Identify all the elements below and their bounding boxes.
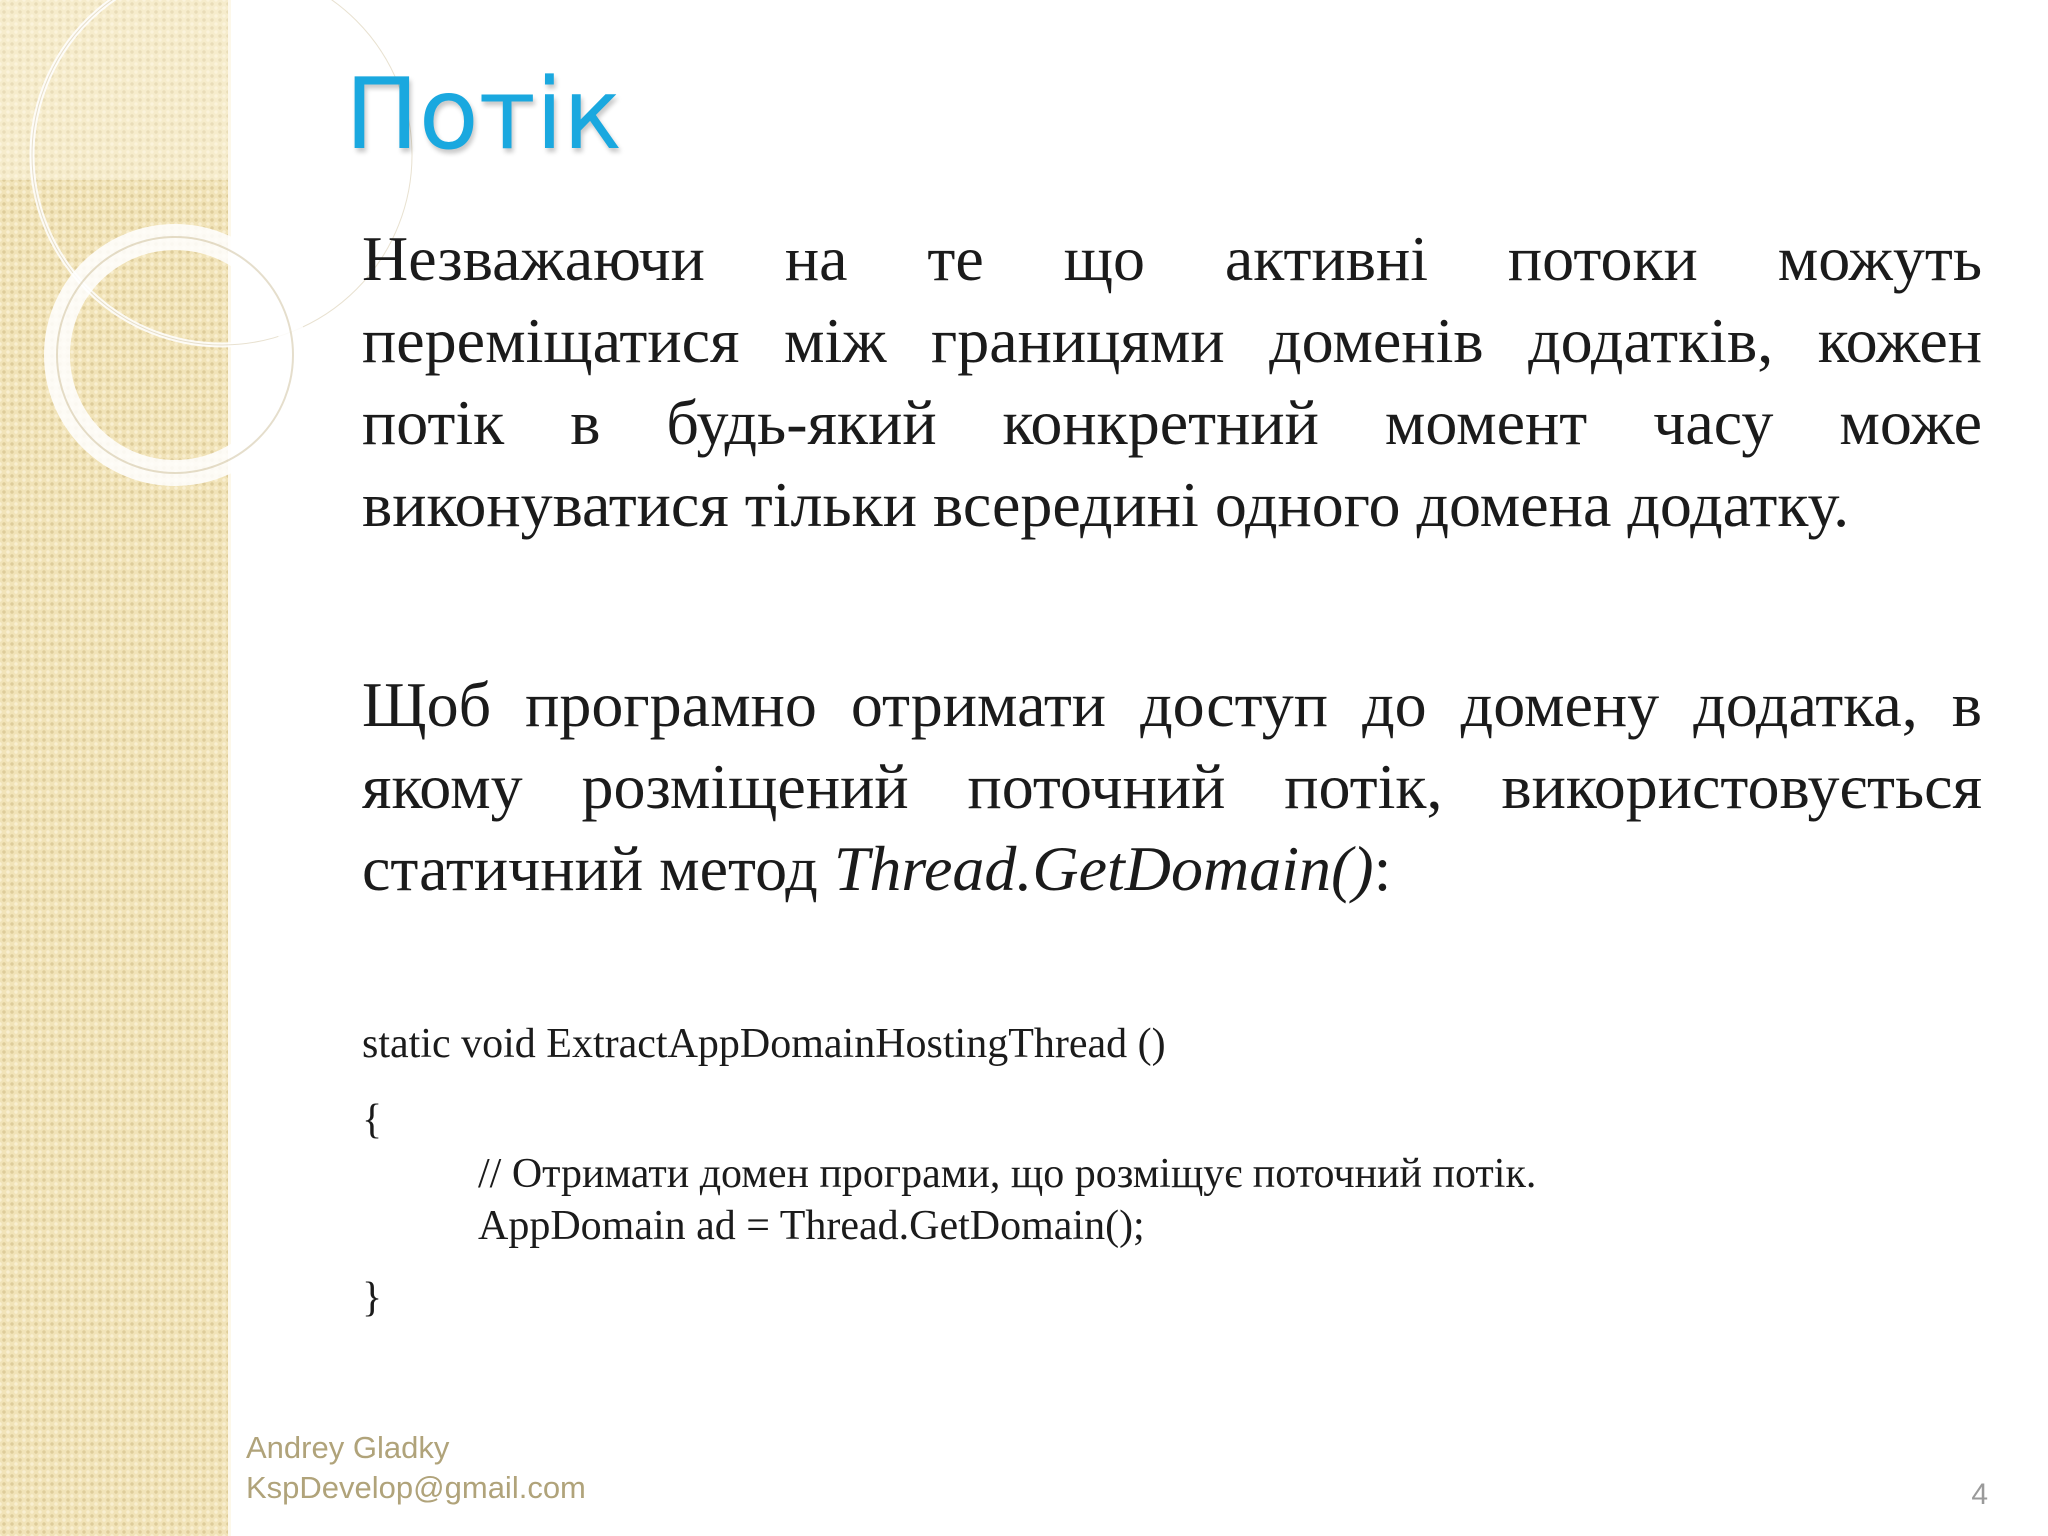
paragraph-get-domain-text: Щоб програмно отримати доступ до домену додатка, в якому розміщений поточний потік, використовується статичний метод	[362, 669, 1982, 904]
paragraph-threads-domains: Незважаючи на те що активні потоки можуть переміщатися між границями доменів додатків, кожен потік в будь-який конкретний момент часу може виконуватися тільки всередині одного домена додатку.	[362, 223, 1982, 540]
method-name: Thread.GetDomain()	[833, 833, 1374, 904]
code-line-comment: // Отримати домен програми, що розміщує поточний потік.	[478, 1151, 1537, 1197]
page-number: 4	[1971, 1478, 1988, 1511]
code-line-close-brace: }	[362, 1275, 383, 1321]
slide-title: Потік	[345, 58, 623, 172]
footer	[246, 1428, 586, 1508]
footer-author: Andrey Gladky	[246, 1430, 450, 1465]
footer-email: KspDevelop@gmail.com	[246, 1470, 586, 1505]
paragraph-get-domain-colon: :	[1373, 833, 1392, 904]
paragraph-get-domain	[362, 664, 1982, 910]
code-line-open-brace: {	[362, 1097, 383, 1143]
code-line-statement: AppDomain ad = Thread.GetDomain();	[478, 1203, 1145, 1249]
code-line-signature: static void ExtractAppDomainHostingThread ()	[362, 1021, 1166, 1067]
